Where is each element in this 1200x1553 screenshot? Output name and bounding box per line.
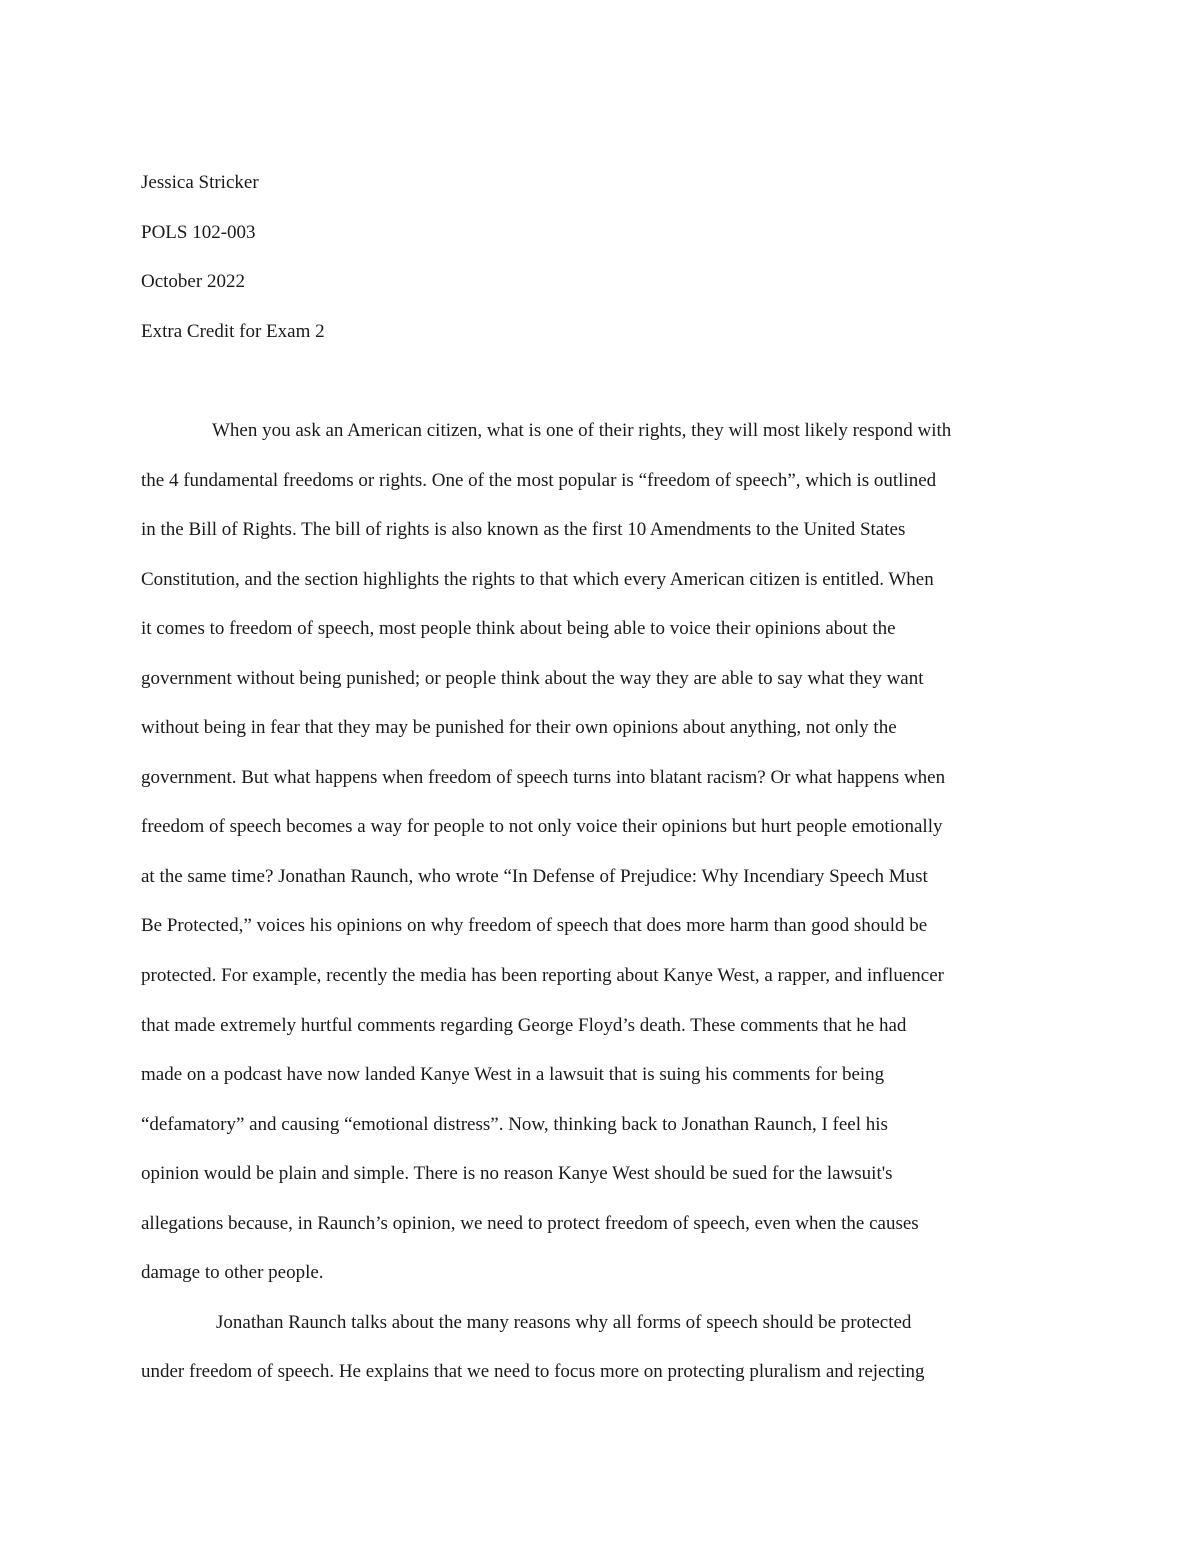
paragraph-1-line: protected. For example, recently the media has been reporting about Kanye West, a rapper, and influencer — [141, 965, 944, 987]
paragraph-2-line: Jonathan Raunch talks about the many reasons why all forms of speech should be protected — [216, 1311, 912, 1333]
course-code: POLS 102-003 — [141, 222, 256, 243]
paragraph-1-line: Be Protected,” voices his opinions on why freedom of speech that does more harm than good should be — [141, 915, 928, 937]
paragraph-1-line: that made extremely hurtful comments regarding George Floyd’s death. These comments that he had — [141, 1014, 907, 1036]
paragraph-1-line: it comes to freedom of speech, most people think about being able to voice their opinions about the — [141, 618, 896, 640]
paragraph-1-line: damage to other people. — [141, 1262, 324, 1284]
paragraph-1-line: Constitution, and the section highlights the rights to that which every American citizen is entitled. When — [141, 568, 934, 590]
author-name: Jessica Stricker — [141, 172, 259, 193]
paragraph-1-line: without being in fear that they may be punished for their own opinions about anything, not only the — [141, 717, 897, 739]
paragraph-1-line: When you ask an American citizen, what is one of their rights, they will most likely respond with — [212, 420, 952, 441]
paragraph-1-line: the 4 fundamental freedoms or rights. One of the most popular is “freedom of speech”, which is outlined — [141, 469, 937, 491]
paragraph-2-line: under freedom of speech. He explains that we need to focus more on protecting pluralism and rejecting — [141, 1361, 925, 1383]
paragraph-1-line: government. But what happens when freedom of speech turns into blatant racism? Or what happens when — [141, 766, 946, 788]
paragraph-1-line: at the same time? Jonathan Raunch, who wrote “In Defense of Prejudice: Why Incendiary Speech Must — [141, 865, 928, 887]
paragraph-1-line: allegations because, in Raunch’s opinion, we need to protect freedom of speech, even when the causes — [141, 1212, 919, 1234]
paragraph-1-line: government without being punished; or people think about the way they are able to say what they want — [141, 667, 924, 689]
paragraph-1-line: in the Bill of Rights. The bill of rights is also known as the first 10 Amendments to the United States — [141, 519, 906, 541]
paragraph-1-line: “defamatory” and causing “emotional distress”. Now, thinking back to Jonathan Raunch, I feel his — [141, 1113, 888, 1135]
paragraph-1-line: made on a podcast have now landed Kanye West in a lawsuit that is suing his comments for being — [141, 1064, 885, 1086]
paragraph-1-line: freedom of speech becomes a way for people to not only voice their opinions but hurt people emotionally — [141, 816, 943, 838]
body-text — [141, 419, 1061, 1410]
date-line: October 2022 — [141, 271, 245, 292]
assignment-title: Extra Credit for Exam 2 — [141, 321, 325, 342]
paragraph-1-line: opinion would be plain and simple. There is no reason Kanye West should be sued for the lawsuit's — [141, 1163, 893, 1185]
